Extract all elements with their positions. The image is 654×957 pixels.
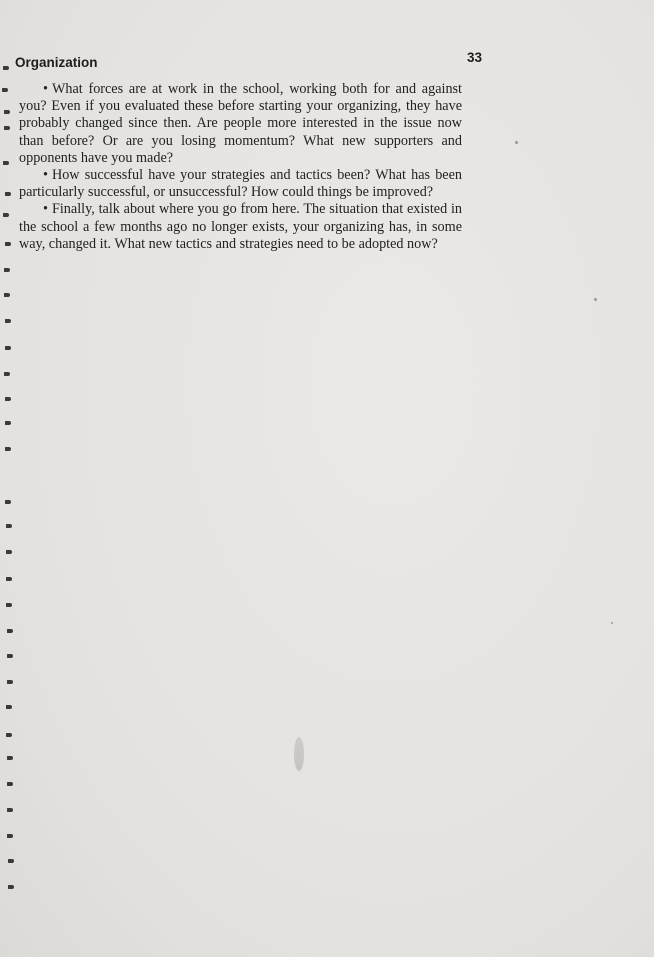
paragraph-text: How successful have your strategies and tactics been? What has been particularly successful, or unsuccessful? How could things be improved?	[19, 167, 462, 201]
bullet-icon: •	[43, 81, 48, 97]
page-number: 33	[467, 50, 483, 65]
binding-hole-marks	[0, 0, 20, 957]
bullet-icon: •	[43, 167, 48, 184]
paper-speck	[515, 141, 518, 144]
paragraph-forces	[19, 81, 462, 167]
bullet-icon: •	[43, 201, 48, 218]
paragraph-next-steps	[19, 201, 462, 253]
paper-speck	[611, 622, 613, 624]
section-title: Organization	[15, 55, 98, 70]
paper-speck	[594, 298, 597, 301]
body-text	[19, 81, 462, 253]
paragraph-text: Finally, talk about where you go from here. The situation that existed in the school a few months ago no longer exists, your organizing has, in some way, changed it. What new tactics and strategies need to be adopted now?	[19, 201, 462, 252]
paragraph-strategies	[19, 167, 462, 201]
paper-smudge	[294, 737, 304, 771]
paragraph-text: What forces are at work in the school, working both for and against you? Even if you evaluated these before starting your organizing, they have probably changed since then. Are people more interested in the issue now than before? Or are you losing momentum? What new supporters and opponents have you made?	[19, 81, 462, 166]
